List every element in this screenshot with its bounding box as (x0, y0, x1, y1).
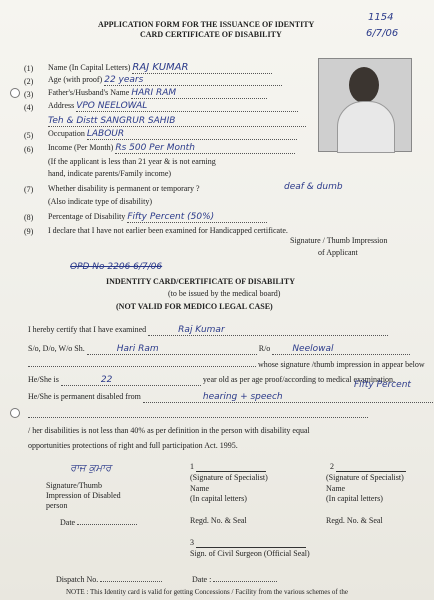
age-value: 22 (61, 375, 201, 386)
relation-row (28, 344, 410, 355)
dispatch-blank (100, 581, 162, 582)
field-num: (5) (24, 131, 34, 140)
field-num: (3) (24, 90, 34, 99)
thumb-label-line1: Signature/Thumb (46, 481, 102, 490)
field-label: Name (In Capital Letters) (48, 63, 131, 72)
certificate-subtitle: (to be issued by the medical board) (168, 289, 281, 298)
q7-sub: (Also indicate type of disability) (48, 197, 152, 206)
dispatch-row (56, 575, 162, 584)
applicant-signature-label: Signature / Thumb Impression (290, 236, 388, 245)
date-blank (77, 524, 137, 525)
field-num: (1) (24, 64, 34, 73)
q8-value: Fifty Percent (50%) (127, 212, 267, 223)
form-title-line1: APPLICATION FORM FOR THE ISSUANCE OF IDENTITY (98, 20, 315, 29)
blank-row (28, 411, 368, 420)
date-row (60, 518, 137, 527)
criteria-line2: opportunities protections of right and full participation Act. 1995. (28, 441, 238, 450)
thumb-label-line2: Impression of Disabled (46, 491, 121, 500)
field-row (48, 101, 298, 112)
impression-text: whose signature /thumb impression in appear below (258, 360, 425, 369)
impression-row (28, 360, 425, 369)
spec1-signature-label: (Signature of Specialist) (190, 473, 268, 482)
footer-date-label: Date : (192, 575, 212, 584)
field-value: HARI RAM (131, 88, 267, 99)
residence-value: Neelowal (272, 344, 410, 355)
q7-num: (7) (24, 185, 34, 194)
footer-date-row (192, 575, 277, 584)
disabled-value: hearing + speech (143, 392, 434, 403)
field-label: Income (Per Month) (48, 143, 114, 152)
age-label: He/She is (28, 375, 59, 384)
field-num: (6) (24, 145, 34, 154)
q9-label: I declare that I have not earlier been examined for Handicapped certificate. (48, 226, 288, 235)
footer-note: NOTE : This Identity card is valid for getting Concessions / Facility from the various schemes of the (66, 588, 348, 596)
dispatch-label: Dispatch No. (56, 575, 99, 584)
date-label: Date (60, 518, 76, 527)
certify-row (28, 325, 388, 336)
field-row (48, 129, 297, 140)
disabled-row (28, 392, 434, 403)
photo-face (349, 67, 379, 103)
blank-line (28, 366, 256, 367)
civil-surgeon-label: Sign. of Civil Surgeon (Official Seal) (190, 549, 310, 558)
photo-body (337, 101, 395, 153)
spec3-num: 3 (190, 538, 194, 547)
age-text: year old as per age proof/according to medical examination. (202, 375, 396, 384)
field-num: (2) (24, 77, 34, 86)
relation-value: Hari Ram (87, 344, 257, 355)
age-row (28, 375, 395, 386)
thumb-signature: ਰਾਜ ਕੁਮਾਰ (70, 463, 112, 474)
spec2-num: 2 (330, 462, 334, 471)
spec2-name-label: Name (326, 484, 346, 493)
criteria-line1: / her disabilities is not less than 40% as per definition in the person with disability equal (28, 426, 310, 435)
spec1-name-label: Name (190, 484, 210, 493)
field-value: Rs 500 Per Month (115, 143, 295, 154)
field-row (48, 62, 310, 74)
field-value: Teh & Distt SANGRUR SAHIB (48, 116, 306, 127)
spec1-seal-label: Regd. No. & Seal (190, 516, 247, 525)
certificate-note: (NOT VALID FOR MEDICO LEGAL CASE) (116, 302, 273, 311)
field-row (48, 116, 306, 127)
applicant-signature-label2: of Applicant (318, 248, 358, 257)
field-num: (4) (24, 103, 34, 112)
spec2-signature-label: (Signature of Specialist) (326, 473, 404, 482)
applicant-photo (318, 58, 412, 152)
field-label: Occupation (48, 129, 85, 138)
field-label: Father's/Husband's Name (48, 88, 130, 97)
field-value: 22 years (104, 75, 282, 86)
spec1-line (196, 471, 266, 472)
residence-label: R/o (258, 344, 271, 353)
form-title-line2: CARD CERTIFICATE OF DISABILITY (140, 30, 282, 39)
handwritten-number: 1154 (368, 12, 394, 23)
certificate-title: INDENTITY CARD/CERTIFICATE OF DISABILITY (106, 277, 296, 286)
field-value: LABOUR (87, 129, 297, 140)
handwritten-date: 6/7/06 (366, 28, 399, 39)
certify-value: Raj Kumar (148, 325, 388, 336)
blank-line (28, 417, 368, 418)
spec2-line (336, 471, 406, 472)
field-value: RAJ KUMAR (132, 62, 272, 74)
punch-hole (10, 408, 20, 418)
certify-label: I hereby certify that I have examined (28, 325, 147, 334)
q9-num: (9) (24, 227, 34, 236)
q8-row (48, 212, 267, 223)
q7-value: deaf & dumb (284, 182, 343, 192)
field-row (48, 88, 267, 99)
income-note-line1: (If the applicant is less than 21 year & is not earning (48, 157, 216, 166)
punch-hole (10, 88, 20, 98)
thumb-label-line3: person (46, 501, 68, 510)
field-label: Age (with proof) (48, 75, 103, 84)
q8-num: (8) (24, 213, 34, 222)
footer-date-blank (213, 581, 277, 582)
field-label: Address (48, 101, 75, 110)
spec1-cap-label: (In capital letters) (190, 494, 247, 503)
q8-label: Percentage of Disability (48, 212, 126, 221)
spec2-cap-label: (In capital letters) (326, 494, 383, 503)
q7-label: Whether disability is permanent or temporary ? (48, 184, 200, 193)
field-row (48, 143, 295, 154)
field-value: VPO NEELOWAL (76, 101, 298, 112)
income-note-line2: hand, indicate parents/Family income) (48, 169, 172, 178)
opd-reference: OPD No 2206 6/7/06 (70, 262, 163, 272)
spec2-seal-label: Regd. No. & Seal (326, 516, 383, 525)
disabled-label: He/She is permanent disabled from (28, 392, 141, 401)
spec1-num: 1 (190, 462, 194, 471)
field-row (48, 75, 282, 86)
spec3-line (196, 547, 306, 548)
relation-label: S/o, D/o, W/o Sh. (28, 344, 85, 353)
percent-value: Fifty Percent (354, 380, 411, 390)
